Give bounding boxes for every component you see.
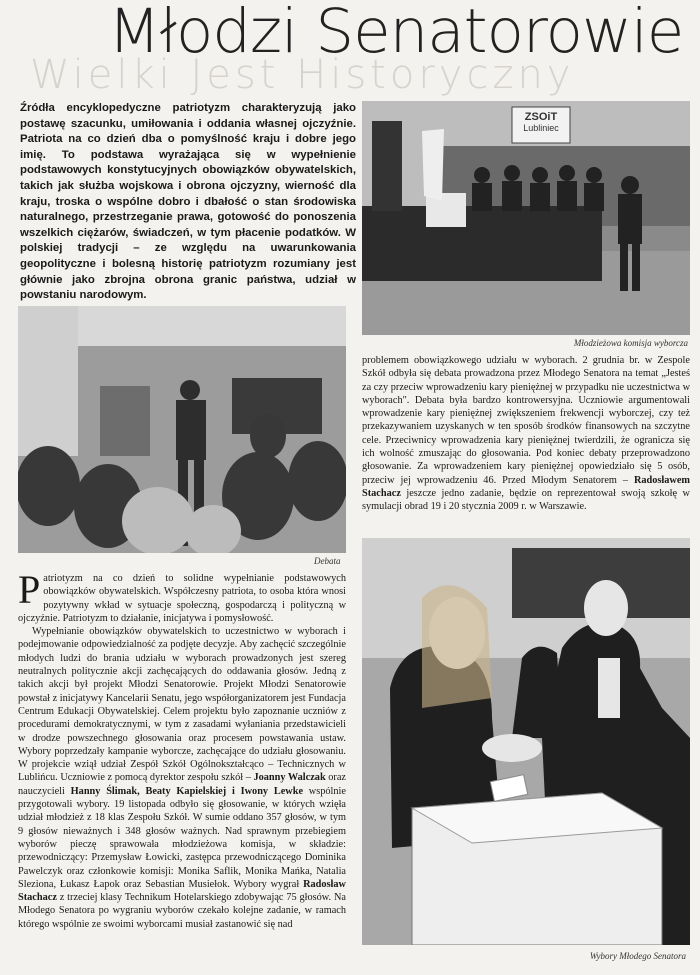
drop-cap: P [18, 567, 41, 612]
ghost-headline: Wielki Jest Historyczny [30, 52, 575, 98]
photo-election-commission [362, 101, 690, 335]
paragraph-1: Patriotyzm na co dzień to solidne wypełnianie podstawowych obowiązków obywatelskich. Współczesny patriota, to osoba która wnosi pozytywny wkład w sytuacje społeczną, gospodarczą i polityczną w ojczyźnie. Patriotyzm to działanie, inicjatywa i pomysłowość. [18, 567, 346, 624]
paragraph-right: problemem obowiązkowego udziału w wyborach. 2 grudnia br. w Zespole Szkół odbyła się debata prowadzona przez Młodego Senatora na temat „Jesteś za czy przeciw wprowadzeniu kary pieniężnej w przypadku nie uczestnictwa w wyborach". Debata była bardzo kontrowersyjna. Uczniowie argumentowali wprowadzenie kary pieniężnej zwiększeniem frekwencji wyborczej, czy też przekazywaniem uzyskanych w ten sposób środków finansowych na szczytne cele. Przeciwnicy wprowadzenia kary pieniężnej twierdzili, że ogranicza się ich wolność zmuszając do głosowania. Pod koniec debaty przeprowadzono głosowanie. Za wprowadzeniem kary pieniężnej opowiedziało się 5 osób, przeciw jej wprowadzeniu 46. Przed Młodym Senatorem – Radosławem Stachacz jeszcze jedno zadanie, będzie on reprezentował swoją szkołę w symulacji obrad 19 i 20 stycznia 2009 r. w Warszawie. [362, 355, 690, 513]
caption-debate: Debata [314, 556, 341, 566]
photo-elections [362, 538, 690, 945]
paragraph-2: Wypełnianie obowiązków obywatelskich to uczestnictwo w wyborach i podejmowanie odpowiedzialność za podjęte decyzje. Aby zachęcić szczególnie młodych ludzi do brania udziału w wyborach prowadzonych jest szereg neutralnych politycznie akcji zachęcających do oddawania głosów. Jedną z takich akcji był projekt Młodzi Senatorowie. Projekt Młodzi Senatorowie powstał z inicjatywy Kancelarii Senatu, jego współorganizatorem jest Fundacja Centrum Edukacji Obywatelskiej. Celem projektu było zapoznanie uczniów z procedurami demokratycznymi, w tym z zasadami wyłaniania przedstawicieli w drodze powszechnego głosowania oraz procesem powstawania ustaw. Wybory poprzedzały kampanie wyborcze, zachęcające do udziału głosowaniu. W projekcie wziął udział Zespół Szkół Ogólnokształcąco – Technicznych w Lublińcu. Uczniowie z pomocą dyrektor zespołu szkół – Joanny Walczak oraz nauczycieli Hanny Ślimak, Beaty Kapielskiej i Iwony Lewke wspólnie przygotowali wybory. 19 listopada odbyło się głosowanie, w których wzięła udział młodzież z 18 klas Zespołu Szkół. W sumie oddano 357 głosów, w tym 9 głosów nieważnych i 348 głosów ważnych. Nad sprawnym przebiegiem wyborów pieczę sprawowała młodzieżowa komisja, w składzie: przewodniczący: Przemysław Łowicki, zastępca przewodniczącego Dominika Pawelczyk oraz członkowie komisji: Monika Saflik, Monika Mańka, Natalia Sleziona, Łukasz Łapok oraz Sebastian Musiełok. Wybory wygrał Radosław Stachacz z trzeciej klasy Technikum Hotelarskiego zdobywając 75 głosów. Na Młodego Senatora po wygraniu wyborów czekało kolejne zadanie, w ramach którego wspólnie ze swoimi wyborcami musiał zastanowić się nad [18, 626, 346, 930]
page-title: Młodzi Senatorowie [108, 0, 684, 67]
school-sign: ZSOiT Lubliniec [523, 111, 559, 133]
article-right-column [362, 354, 690, 514]
commission-illustration [362, 101, 690, 335]
photo-debate [18, 306, 346, 553]
elections-illustration [362, 538, 690, 945]
caption-elections: Wybory Młodego Senatora [589, 951, 686, 961]
caption-commission: Młodzieżowa komisja wyborcza [573, 338, 688, 348]
lead-paragraph: Źródła encyklopedyczne patriotyzm charakteryzują jako postawę szacunku, umiłowania i oddania własnej ojczyźnie. Patriota na co dzień dba o pomyślność kraju i dobre jego imię. To podstawa wyrażająca się w wypełnienie podstawowych konstytucyjnych obowiązków obywatelskich, takich jak służba wojskowa i obrona ojczyzny, wierność dla kraju, troska o wspólne dobro i dbałość o stan środowiska naturalnego, przestrzeganie prawa, gotowość do ponoszenia wszelkich ciężarów, świadczeń, w tym płacenie podatków. W polskiej tradycji – ze względu na uwarunkowania geopolityczne i bolesną historię patriotyzm rozumiany jest głównie jako zbrojna obrona granic państwa, udział w powstaniu narodowym. [20, 102, 356, 302]
debate-illustration [18, 306, 346, 553]
article-left-column [18, 567, 346, 931]
